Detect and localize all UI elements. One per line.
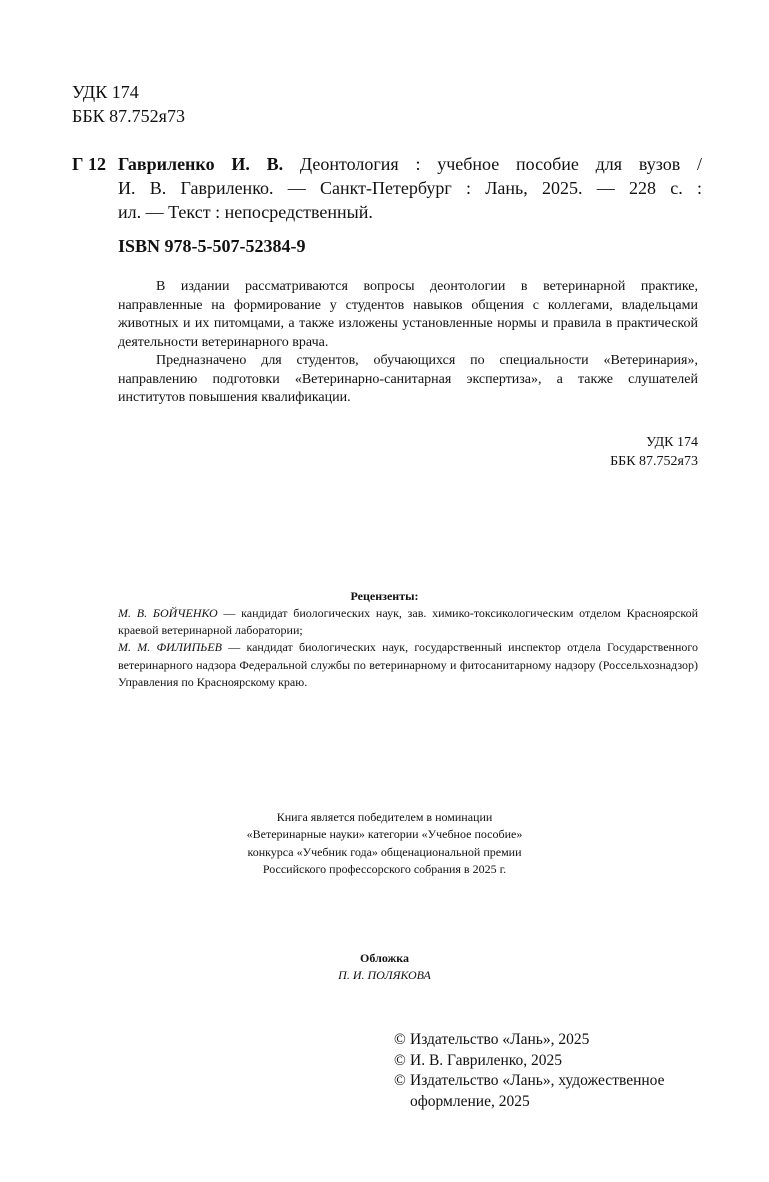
copyright-text-continued: оформление, 2025 bbox=[410, 1092, 530, 1110]
copyright-icon: © bbox=[394, 1031, 406, 1048]
cover-designer: П. И. ПОЛЯКОВА bbox=[338, 968, 431, 982]
bibliographic-description bbox=[118, 152, 702, 224]
cover-title: Обложка bbox=[360, 951, 409, 965]
bib-line-2: И. В. Гавриленко. — Санкт-Петербург : Лань, 2025. — 228 с. : bbox=[118, 178, 702, 198]
abstract bbox=[118, 278, 698, 408]
copyright-icon: © bbox=[394, 1051, 406, 1069]
bbk-code: ББК 87.752я73 bbox=[72, 106, 185, 126]
reviewer-info: — кандидат биологических наук, государственный инспектор отдела Государственного ветеринарного надзора Федеральной службы по ветеринарному и фитосанитарному надзору (Россельхознадзор) Управления по Красноярскому краю. bbox=[118, 640, 698, 689]
abstract-bbk: ББК 87.752я73 bbox=[610, 453, 698, 469]
reviewer-name: М. В. БОЙЧЕНКО bbox=[118, 606, 218, 620]
abstract-paragraph-1: В издании рассматриваются вопросы деонтологии в ветеринарной практике, направленные на формирование у студентов навыков общения с коллегами, владельцами животных и их питомцами, а также изложены установленные нормы и правила в практической деятельности ветеринарного врача. bbox=[118, 279, 698, 350]
copyright-line bbox=[394, 1071, 664, 1092]
award-line: конкурса «Учебник года» общенациональной премии bbox=[247, 844, 522, 859]
book-title: Деонтология : учебное пособие для вузов / bbox=[283, 154, 702, 174]
copyright-text: Издательство «Лань», художественное bbox=[410, 1072, 665, 1089]
abstract-paragraph-2: Предназначено для студентов, обучающихся по специальности «Ветеринария», направлению подготовки «Ветеринарно-санитарная экспертиза», а также слушателей институтов повышения квалификации. bbox=[118, 353, 698, 405]
author-mark: Г 12 bbox=[72, 154, 106, 174]
copyright-text: Издательство «Лань», 2025 bbox=[410, 1031, 590, 1048]
reviewers-title: Рецензенты: bbox=[350, 589, 419, 603]
copyright-line bbox=[394, 1051, 664, 1072]
bib-line-3: ил. — Текст : непосредственный. bbox=[118, 202, 373, 222]
award-line: Российского профессорского собрания в 2025 г. bbox=[262, 861, 507, 876]
copyright-text: И. В. Гавриленко, 2025 bbox=[410, 1051, 563, 1069]
bib-line-1 bbox=[118, 152, 702, 176]
abstract-classification bbox=[610, 434, 698, 471]
reviewers-list bbox=[118, 605, 698, 691]
reviewer-item bbox=[118, 639, 698, 691]
reviewer-info: — кандидат биологических наук, зав. химико-токсикологическим отделом Красноярской краевой ветеринарной лаборатории; bbox=[118, 606, 699, 638]
classification-block bbox=[72, 80, 185, 128]
reviewer-item bbox=[118, 605, 698, 639]
copyright-block bbox=[394, 1030, 664, 1112]
award-note bbox=[0, 809, 769, 878]
reviewer-name: М. М. ФИЛИПЬЕВ bbox=[118, 640, 222, 655]
udk-code: УДК 174 bbox=[72, 82, 139, 102]
copyright-icon: © bbox=[394, 1072, 406, 1089]
isbn: ISBN 978-5-507-52384-9 bbox=[118, 236, 306, 256]
author-name: Гавриленко И. В. bbox=[118, 154, 284, 174]
award-line: Книга является победителем в номинации bbox=[276, 810, 493, 824]
award-line: «Ветеринарные науки» категории «Учебное пособие» bbox=[246, 827, 523, 842]
copyright-line bbox=[394, 1030, 664, 1051]
abstract-udk: УДК 174 bbox=[646, 435, 698, 450]
